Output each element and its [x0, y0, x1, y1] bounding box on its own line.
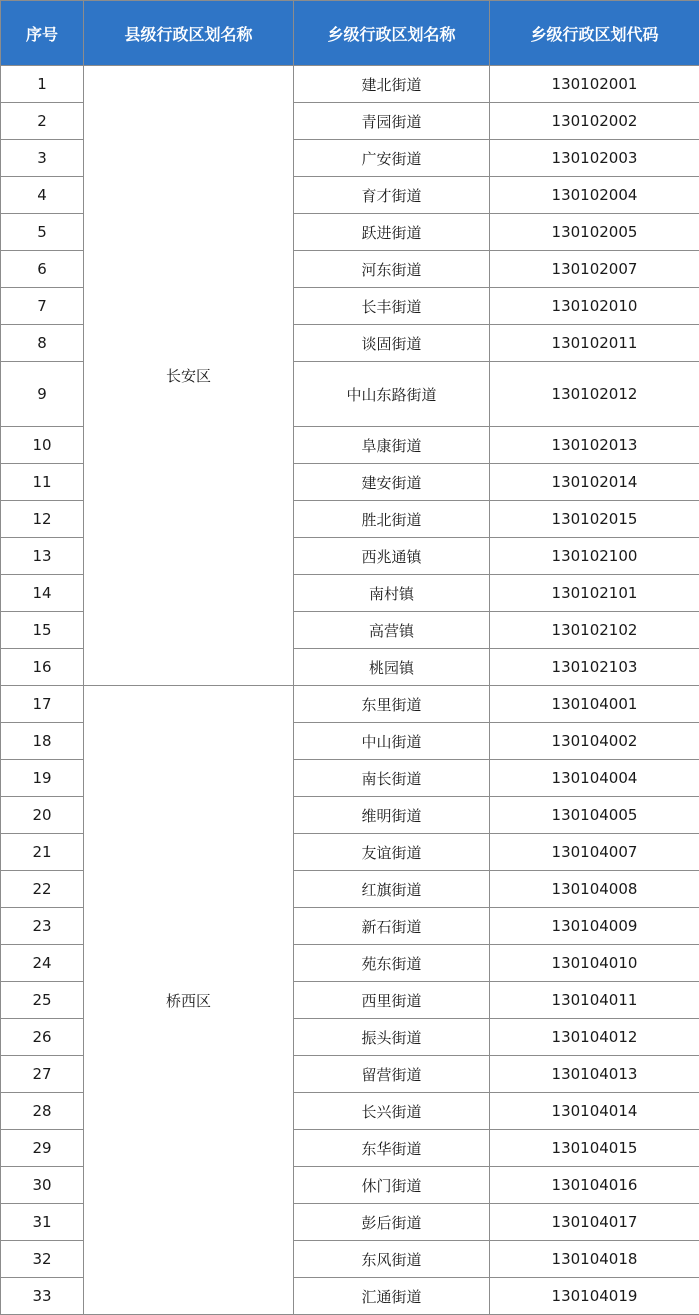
row-index: 18 [1, 723, 84, 760]
town-code: 130102003 [490, 140, 699, 177]
town-name: 青园街道 [294, 103, 490, 140]
town-name: 南村镇 [294, 575, 490, 612]
row-index: 7 [1, 288, 84, 325]
town-code: 130102101 [490, 575, 699, 612]
town-code: 130102010 [490, 288, 699, 325]
row-index: 28 [1, 1093, 84, 1130]
row-index: 14 [1, 575, 84, 612]
town-name: 中山街道 [294, 723, 490, 760]
town-name: 汇通街道 [294, 1278, 490, 1315]
town-name: 西里街道 [294, 982, 490, 1019]
header-index: 序号 [1, 1, 84, 66]
row-index: 30 [1, 1167, 84, 1204]
town-code: 130104008 [490, 871, 699, 908]
table-row [1, 66, 699, 103]
table-body [1, 66, 699, 1315]
row-index: 8 [1, 325, 84, 362]
town-name: 苑东街道 [294, 945, 490, 982]
row-index: 11 [1, 464, 84, 501]
town-name: 东里街道 [294, 686, 490, 723]
county-name: 桥西区 [84, 686, 294, 1315]
row-index: 32 [1, 1241, 84, 1278]
town-name: 彭后街道 [294, 1204, 490, 1241]
town-name: 河东街道 [294, 251, 490, 288]
town-name: 长兴街道 [294, 1093, 490, 1130]
town-name: 维明街道 [294, 797, 490, 834]
town-code: 130102012 [490, 362, 699, 427]
table-row [1, 686, 699, 723]
town-code: 130102005 [490, 214, 699, 251]
town-code: 130104015 [490, 1130, 699, 1167]
town-name: 广安街道 [294, 140, 490, 177]
town-name: 东华街道 [294, 1130, 490, 1167]
row-index: 15 [1, 612, 84, 649]
town-name: 育才街道 [294, 177, 490, 214]
town-name: 跃进街道 [294, 214, 490, 251]
row-index: 16 [1, 649, 84, 686]
town-code: 130104011 [490, 982, 699, 1019]
row-index: 10 [1, 427, 84, 464]
town-code: 130102001 [490, 66, 699, 103]
town-code: 130104005 [490, 797, 699, 834]
town-code: 130104018 [490, 1241, 699, 1278]
row-index: 20 [1, 797, 84, 834]
row-index: 26 [1, 1019, 84, 1056]
header-county-name: 县级行政区划名称 [84, 1, 294, 66]
town-code: 130104012 [490, 1019, 699, 1056]
town-code: 130104017 [490, 1204, 699, 1241]
row-index: 13 [1, 538, 84, 575]
town-code: 130104001 [490, 686, 699, 723]
town-code: 130102002 [490, 103, 699, 140]
town-name: 胜北街道 [294, 501, 490, 538]
row-index: 2 [1, 103, 84, 140]
row-index: 3 [1, 140, 84, 177]
town-code: 130102013 [490, 427, 699, 464]
town-code: 130102007 [490, 251, 699, 288]
row-index: 1 [1, 66, 84, 103]
town-code: 130104014 [490, 1093, 699, 1130]
row-index: 6 [1, 251, 84, 288]
row-index: 9 [1, 362, 84, 427]
town-code: 130104007 [490, 834, 699, 871]
row-index: 23 [1, 908, 84, 945]
town-name: 西兆通镇 [294, 538, 490, 575]
row-index: 22 [1, 871, 84, 908]
town-name: 友谊街道 [294, 834, 490, 871]
header-town-code: 乡级行政区划代码 [490, 1, 699, 66]
town-code: 130104013 [490, 1056, 699, 1093]
town-code: 130102004 [490, 177, 699, 214]
town-name: 长丰街道 [294, 288, 490, 325]
row-index: 31 [1, 1204, 84, 1241]
row-index: 4 [1, 177, 84, 214]
town-name: 阜康街道 [294, 427, 490, 464]
town-code: 130102102 [490, 612, 699, 649]
town-code: 130104016 [490, 1167, 699, 1204]
town-code: 130102011 [490, 325, 699, 362]
town-name: 红旗街道 [294, 871, 490, 908]
town-name: 高营镇 [294, 612, 490, 649]
row-index: 24 [1, 945, 84, 982]
town-code: 130104010 [490, 945, 699, 982]
town-name: 东风街道 [294, 1241, 490, 1278]
town-name: 建安街道 [294, 464, 490, 501]
town-code: 130102014 [490, 464, 699, 501]
town-code: 130102100 [490, 538, 699, 575]
town-name: 桃园镇 [294, 649, 490, 686]
town-code: 130104004 [490, 760, 699, 797]
row-index: 19 [1, 760, 84, 797]
header-town-name: 乡级行政区划名称 [294, 1, 490, 66]
town-name: 留营街道 [294, 1056, 490, 1093]
town-code: 130104002 [490, 723, 699, 760]
row-index: 27 [1, 1056, 84, 1093]
town-code: 130102103 [490, 649, 699, 686]
town-name: 振头街道 [294, 1019, 490, 1056]
row-index: 5 [1, 214, 84, 251]
header-row [1, 1, 699, 66]
town-code: 130102015 [490, 501, 699, 538]
table-header [1, 1, 699, 66]
county-name: 长安区 [84, 66, 294, 686]
town-name: 谈固街道 [294, 325, 490, 362]
town-code: 130104019 [490, 1278, 699, 1315]
row-index: 29 [1, 1130, 84, 1167]
row-index: 21 [1, 834, 84, 871]
town-name: 中山东路街道 [294, 362, 490, 427]
town-code: 130104009 [490, 908, 699, 945]
row-index: 33 [1, 1278, 84, 1315]
town-name: 新石街道 [294, 908, 490, 945]
row-index: 17 [1, 686, 84, 723]
town-name: 建北街道 [294, 66, 490, 103]
row-index: 12 [1, 501, 84, 538]
row-index: 25 [1, 982, 84, 1019]
town-name: 南长街道 [294, 760, 490, 797]
town-name: 休门街道 [294, 1167, 490, 1204]
